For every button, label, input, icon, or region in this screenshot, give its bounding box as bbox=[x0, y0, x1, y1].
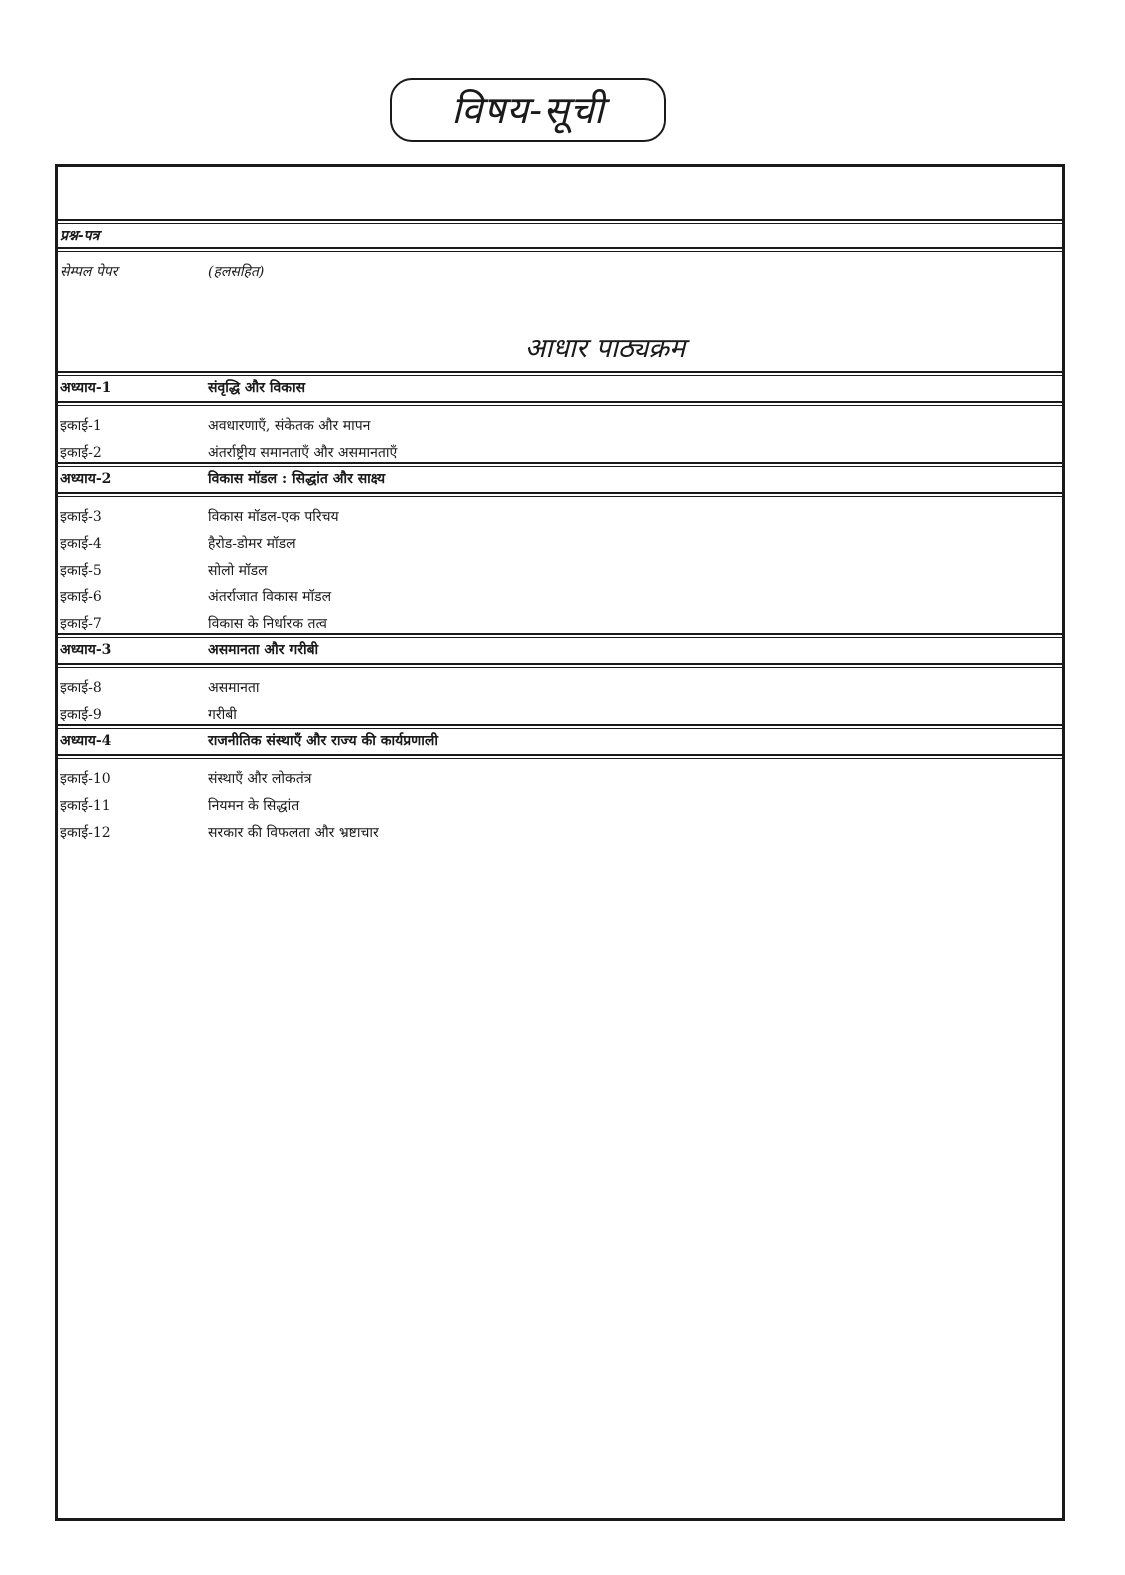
chapter-title: विकास मॉडल : सिद्धांत और साक्ष्य bbox=[208, 471, 386, 487]
unit-label: इकाई-6 bbox=[60, 589, 102, 605]
chapter-label: अध्याय-4 bbox=[60, 733, 112, 749]
divider bbox=[58, 219, 1062, 224]
page-title: विषय-सूची bbox=[451, 88, 605, 132]
sample-paper-note: (हलसहित) bbox=[208, 264, 265, 280]
unit-title: गरीबी bbox=[208, 707, 237, 723]
divider bbox=[58, 371, 1062, 376]
divider bbox=[58, 633, 1062, 638]
divider bbox=[58, 724, 1062, 729]
chapter-label: अध्याय-3 bbox=[60, 642, 112, 658]
chapter-title: असमानता और गरीबी bbox=[208, 642, 319, 658]
unit-title: अंतर्राष्ट्रीय समानताएँ और असमानताएँ bbox=[208, 445, 398, 461]
chapter-label: अध्याय-2 bbox=[60, 471, 112, 487]
divider bbox=[58, 247, 1062, 252]
unit-title: विकास मॉडल-एक परिचय bbox=[208, 509, 339, 525]
course-heading: आधार पाठ्यक्रम bbox=[524, 333, 686, 364]
unit-title: विकास के निर्धारक तत्व bbox=[208, 616, 327, 632]
unit-title: अंतर्राजात विकास मॉडल bbox=[208, 589, 332, 605]
unit-label: इकाई-3 bbox=[60, 509, 102, 525]
chapter-title: संवृद्धि और विकास bbox=[208, 380, 306, 396]
divider bbox=[58, 401, 1062, 406]
unit-label: इकाई-9 bbox=[60, 707, 102, 723]
unit-title: असमानता bbox=[208, 680, 260, 696]
unit-title: नियमन के सिद्धांत bbox=[208, 798, 300, 814]
unit-label: इकाई-12 bbox=[60, 825, 111, 841]
unit-label: इकाई-8 bbox=[60, 680, 102, 696]
unit-title: सोलो मॉडल bbox=[208, 563, 268, 579]
unit-title: अवधारणाएँ, संकेतक और मापन bbox=[208, 418, 371, 434]
unit-label: इकाई-5 bbox=[60, 563, 102, 579]
contents-frame bbox=[55, 164, 1065, 1521]
chapter-label: अध्याय-1 bbox=[60, 380, 112, 396]
unit-title: संस्थाएँ और लोकतंत्र bbox=[208, 771, 312, 787]
unit-label: इकाई-10 bbox=[60, 771, 111, 787]
chapter-title: राजनीतिक संस्थाएँ और राज्य की कार्यप्रणाली bbox=[208, 733, 439, 749]
unit-label: इकाई-2 bbox=[60, 445, 102, 461]
sample-paper-label: सेम्पल पेपर bbox=[60, 264, 118, 280]
unit-label: इकाई-7 bbox=[60, 616, 102, 632]
page-title-box bbox=[390, 78, 666, 142]
unit-label: इकाई-11 bbox=[60, 798, 111, 814]
unit-title: सरकार की विफलता और भ्रष्टाचार bbox=[208, 825, 379, 841]
unit-title: हैरोड-डोमर मॉडल bbox=[208, 536, 296, 552]
unit-label: इकाई-4 bbox=[60, 536, 102, 552]
divider bbox=[58, 754, 1062, 759]
unit-label: इकाई-1 bbox=[60, 418, 102, 434]
divider bbox=[58, 462, 1062, 467]
paper-section-heading: प्रश्न-पत्र bbox=[60, 228, 100, 244]
divider bbox=[58, 663, 1062, 668]
divider bbox=[58, 492, 1062, 497]
